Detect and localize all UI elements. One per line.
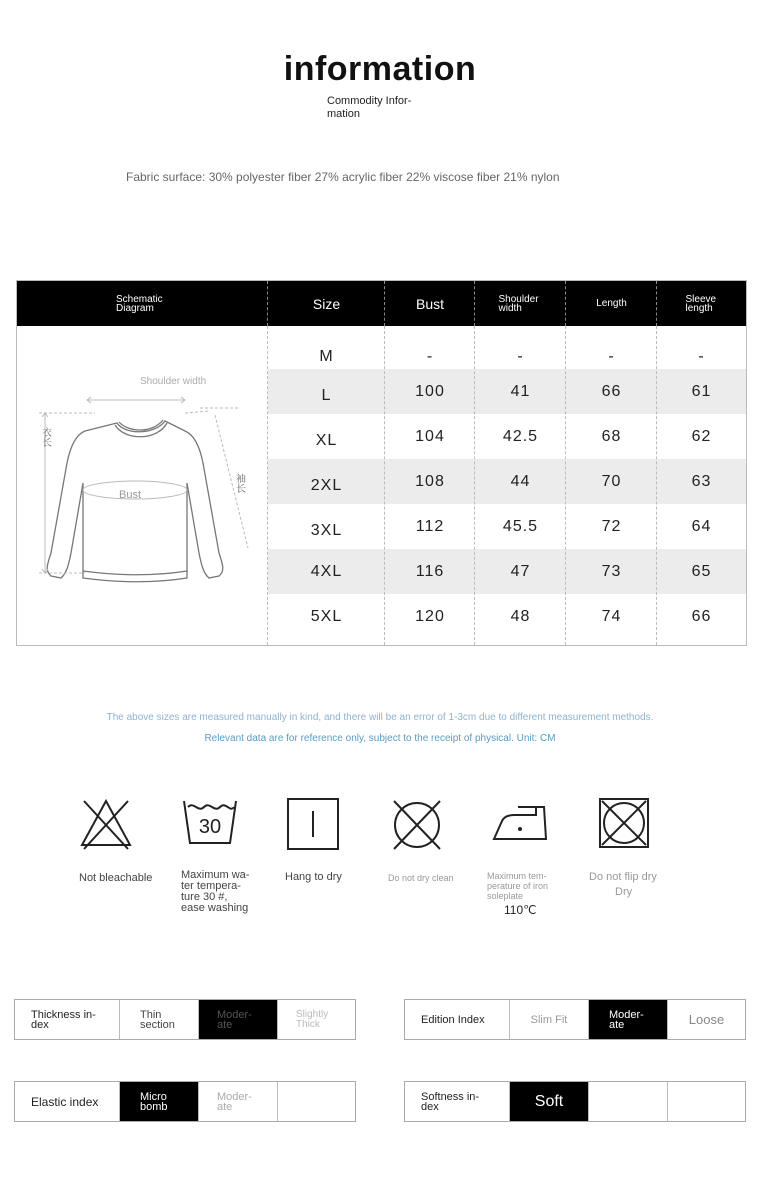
care-label-dry: Dry [615,886,633,898]
cell-shoulder: 45.5 [502,517,539,535]
cell-length: 72 [601,517,622,535]
size-table [16,280,747,646]
softness-option-soft: Soft [509,1082,588,1121]
cell-shoulder: - [517,347,524,365]
header-shoulder: Shoulder width [498,293,539,314]
cell-shoulder: 48 [510,607,531,625]
care-iron [492,795,582,845]
header-bust: Bust [415,295,444,312]
care-label-no-dry-clean: Do not dry clean [388,873,454,883]
cell-size: 2XL [310,476,343,494]
diagram-shoulder-label: Shoulder width [140,376,207,387]
sweater-diagram [25,373,261,593]
cell-shoulder: 47 [510,562,531,580]
cell-shoulder: 41 [510,382,531,400]
cell-sleeve: 64 [691,517,712,535]
cell-bust: - [426,347,434,365]
header-diagram: Schematic Diagram [116,293,163,314]
no-tumble-dry-icon [598,795,652,849]
edition-option-loose: Loose [667,1000,745,1039]
iron-icon [492,795,548,845]
elastic-option-empty [277,1082,355,1121]
cell-bust: 112 [415,517,445,535]
edition-option-slim: Slim Fit [509,1000,588,1039]
diagram-sleeve-label: 袖长 [233,473,245,493]
thickness-index-label: Thickness in-dex [31,1008,96,1031]
cell-bust: 104 [415,427,445,445]
softness-option-empty-1 [588,1082,667,1121]
size-table-header [17,281,746,326]
cell-sleeve: - [698,347,705,365]
cell-bust: 100 [415,382,445,400]
thickness-option-thick: Slightly Thick [277,1000,355,1039]
cell-shoulder: 42.5 [502,427,539,445]
cell-size: 4XL [310,562,343,580]
thickness-option-moderate: Moder-ate [198,1000,277,1039]
header-sleeve: Sleeve length [685,293,717,314]
cell-length: 70 [601,472,622,490]
cell-length: 66 [601,382,622,400]
diagram-bust-label: Bust [119,489,142,501]
fabric-composition: Fabric surface: 30% polyester fiber 27% acrylic fiber 22% viscose fiber 21% nylon [126,170,560,184]
page-subtitle: Commodity Infor-mation [327,95,412,120]
care-iron-temp: 110℃ [504,903,537,917]
cell-size: 3XL [310,521,343,539]
cell-size: XL [315,431,338,449]
cell-shoulder: 44 [510,472,531,490]
care-no-tumble-dry [598,795,688,849]
cell-size: 5XL [310,607,343,625]
cell-bust: 116 [415,562,445,580]
care-label-no-tumble: Do not flip dry [589,871,657,883]
page-title: information [283,50,477,88]
no-bleach-icon [78,795,134,851]
table-row [268,414,746,459]
cell-length: 73 [601,562,622,580]
no-dry-clean-icon [392,795,444,853]
cell-length: 74 [601,607,622,625]
elastic-option-moderate: Moder-ate [198,1082,277,1121]
thickness-index [14,999,356,1040]
table-row [268,594,746,639]
edition-index-label: Edition Index [421,1013,485,1026]
elastic-index [14,1081,356,1122]
care-no-dry-clean [392,795,482,853]
cell-size: L [321,386,332,404]
softness-option-empty-2 [667,1082,745,1121]
care-label-iron: Maximum tem-perature of iron soleplate [487,871,549,901]
table-row [268,504,746,549]
care-label-no-bleach: Not bleachable [79,872,153,884]
cell-sleeve: 66 [691,607,712,625]
cell-size: M [319,347,334,365]
thickness-option-thin: Thin section [119,1000,198,1039]
table-row [268,549,746,594]
header-size: Size [312,295,341,312]
table-row [268,369,746,414]
reference-note: Relevant data are for reference only, subject to the receipt of physical. Unit: CM [204,733,556,744]
cell-bust: 108 [415,472,445,490]
cell-sleeve: 61 [691,382,712,400]
cell-sleeve: 63 [691,472,712,490]
edition-option-moderate: Moder-ate [588,1000,667,1039]
hang-dry-icon [286,795,340,851]
cell-length: - [608,347,615,365]
measurement-note: The above sizes are measured manually in kind, and there will be an error of 1-3cm due to different measurement methods. [106,712,654,723]
care-label-wash: Maximum wa-ter tempera-ture 30 #, ease washing [181,869,250,914]
care-hang-dry [286,795,376,851]
care-wash-30 [182,795,272,851]
wash-temp: 30 [198,816,222,838]
care-label-hang-dry: Hang to dry [285,871,342,883]
table-row [268,459,746,504]
cell-sleeve: 65 [691,562,712,580]
softness-index [404,1081,746,1122]
edition-index [404,999,746,1040]
elastic-index-label: Elastic index [31,1094,99,1109]
diagram-length-label: 衣长 [39,427,51,447]
cell-sleeve: 62 [691,427,712,445]
wash-30-icon [182,795,238,851]
care-no-bleach [78,795,168,851]
header-length: Length [596,298,627,309]
elastic-option-micro: Micro bomb [119,1082,198,1121]
softness-index-label: Softness in-dex [421,1090,480,1113]
cell-bust: 120 [415,607,445,625]
cell-length: 68 [601,427,622,445]
